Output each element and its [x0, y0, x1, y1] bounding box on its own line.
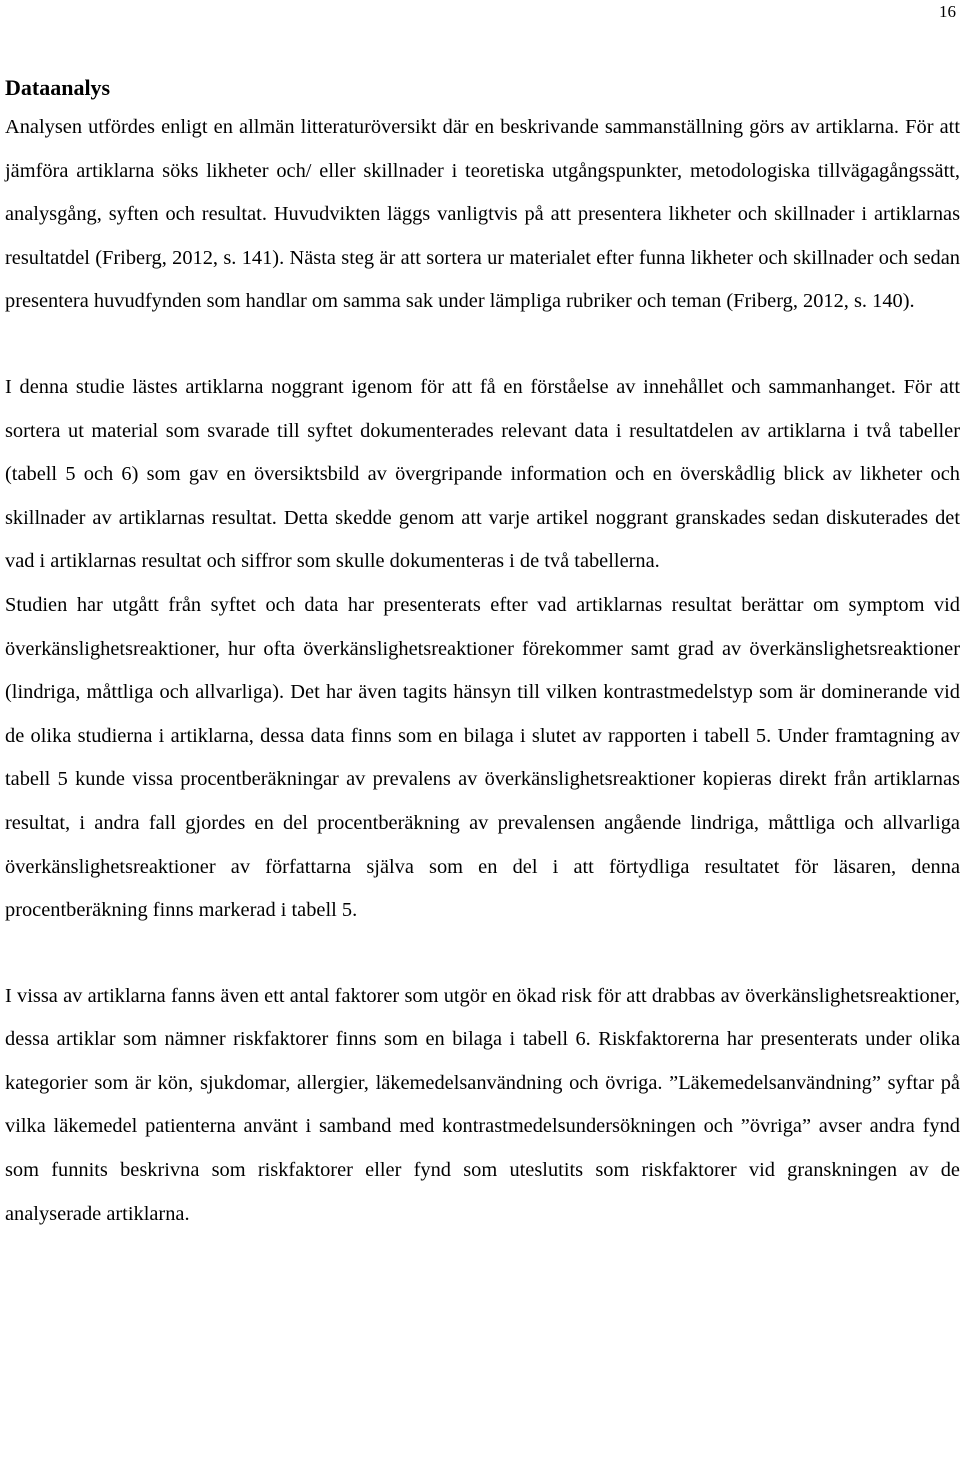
page-number: 16 [939, 2, 956, 21]
document-body [5, 70, 960, 1236]
paragraph-3: Studien har utgått från syftet och data har presenterats efter vad artiklarnas resultat berättar om symptom vid överkänslighetsreaktioner, hur ofta överkänslighetsreaktioner förekommer samt grad av överkänslighetsreaktioner (lindriga, måttliga och allvarliga). Det har även tagits hänsyn till vilken kontrastmedelstyp som är dominerande vid de olika studierna i artiklarna, dessa data finns som en bilaga i slutet av rapporten i tabell 5. Under framtagning av tabell 5 kunde vissa procentberäkningar av prevalens av överkänslighetsreaktioner kopieras direkt från artiklarnas resultat, i andra fall gjordes en del procentberäkning av prevalensen angående lindriga, måttliga och allvarliga överkänslighetsreaktioner av författarna själva som en del i att förtydliga resultatet för läsaren, denna procentberäkning finns markerad i tabell 5. [5, 593, 960, 922]
paragraph-gap [5, 324, 960, 366]
paragraph-1: Analysen utfördes enligt en allmän litteraturöversikt där en beskrivande sammanställning görs av artiklarna. För att jämföra artiklarna söks likheter och/ eller skillnader i teoretiska utgångspunkter, metodologiska tillvägagångssätt, analysgång, syften och resultat. Huvudvikten läggs vanligtvis på att presentera likheter och skillnader i artiklarnas resultatdel (Friberg, 2012, s. 141). Nästa steg är att sortera ur materialet efter funna likheter och skillnader och sedan presentera huvudfynden som handlar om samma sak under lämpliga rubriker och teman (Friberg, 2012, s. 140). [5, 116, 960, 313]
paragraph-2: I denna studie lästes artiklarna noggrant igenom för att få en förståelse av innehållet och sammanhanget. För att sortera ut material som svarade till syftet dokumenterades relevant data i resultatdelen av artiklarna i två tabeller (tabell 5 och 6) som gav en översiktsbild av övergripande information och en överskådlig blick av likheter och skillnader av artiklarnas resultat. Detta skedde genom att varje artikel noggrant granskades sedan diskuterades det vad i artiklarnas resultat och siffror som skulle dokumenteras i de två tabellerna. [5, 375, 960, 573]
paragraph-4: I vissa av artiklarna fanns även ett antal faktorer som utgör en ökad risk för att drabbas av överkänslighetsreaktioner, dessa artiklar som nämner riskfaktorer finns som en bilaga i tabell 6. Riskfaktorerna har presenterats under olika kategorier som är kön, sjukdomar, allergier, läkemedelsanvändning och övriga. ”Läkemedelsanvändning” syftar på vilka läkemedel patienterna använt i samband med kontrastmedelsundersökningen och ”övriga” avser andra fynd som funnits beskrivna som riskfaktorer eller fynd som uteslutits som riskfaktorer vid granskningen av de analyserade artiklarna. [5, 984, 960, 1225]
paragraph-gap [5, 933, 960, 975]
section-heading: Dataanalys [5, 75, 111, 100]
